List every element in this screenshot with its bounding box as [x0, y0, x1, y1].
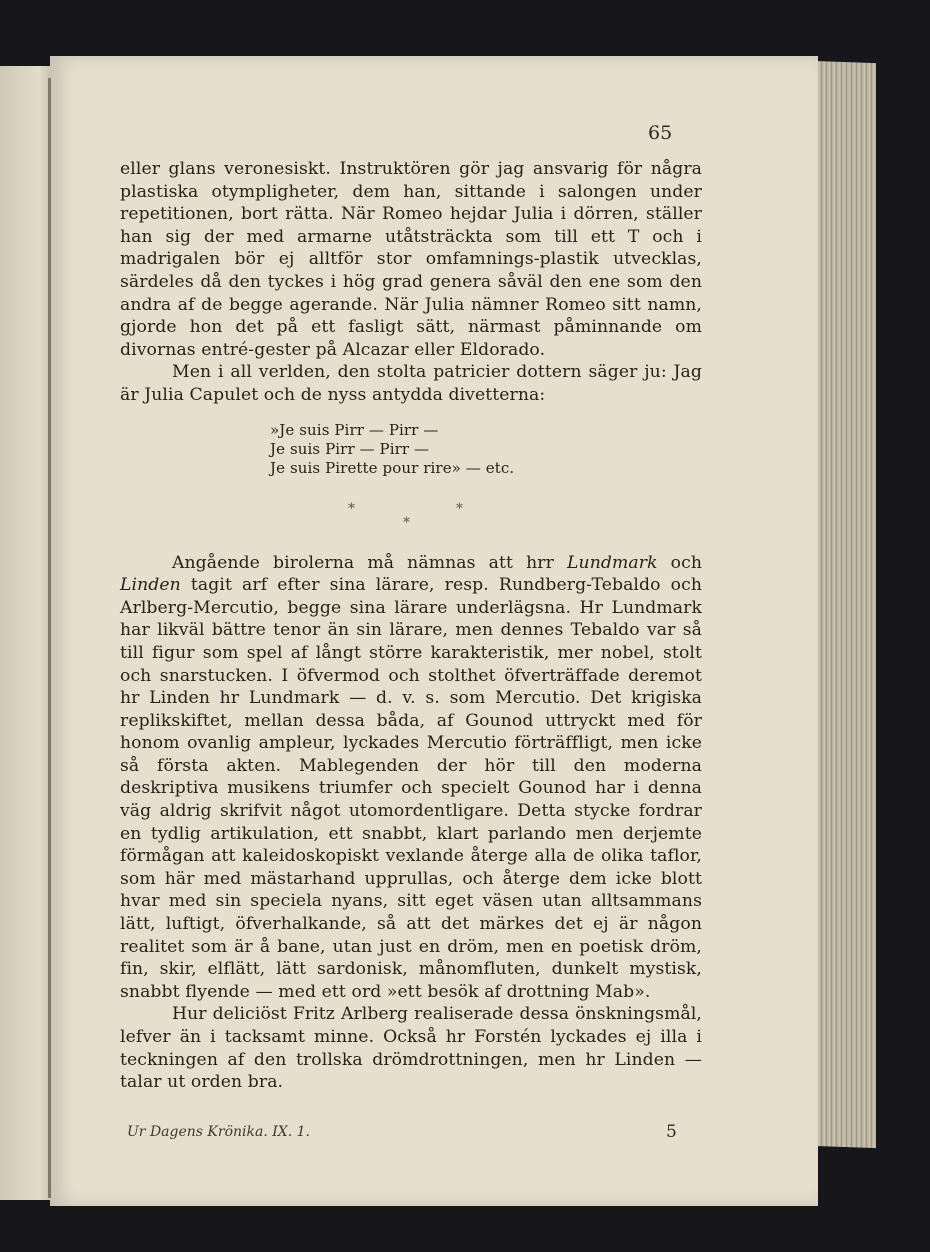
- asterisk: *: [348, 500, 356, 517]
- verse-quote: [270, 421, 702, 478]
- paragraph-2: Men i all verlden, den stolta patricier dottern säger ju: Jag är Julia Capulet och de nyss antydda divetterna:: [120, 362, 702, 405]
- paragraph-3-rest: tagit arf efter sina lärare, resp. Rundberg-Tebaldo och Arlberg-Mercutio, begge sina lärare underlägsna. Hr Lundmark har likväl bättre tenor än sin lärare, men dennes Tebaldo var så till figur som spel af långt större karakteristik, mer nobel, stolt och snarstucken. I öfvermod och stolthet öfverträffade deremot hr Linden hr Lundmark — d. v. s. som Mercutio. Det krigiska replikskiftet, mellan dessa båda, af Gounod uttryckt med för honom ovanlig ampleur, lyckades Mercutio förträffligt, men icke så första akten. Mablegenden der hör till den moderna deskriptiva musikens triumfer och specielt Gounod har i denna väg aldrig skrifvit något utomordentligare. Detta stycke fordrar en tydlig artikulation, ett snabbt, klart parlando men derjemte förmågan att kaleidoskopiskt vexlande återge alla de olika taflor, som här med mästarhand upprullas, och återge dem icke blott hvar med sin speciela nyans, sitt eget väsen utan alltsammans lätt, luftigt, öfverhalkande, så att det märkes det ej är någon realitet som är å bane, utan just en dröm, men en poetisk dröm, fin, skir, elflätt, lätt sardonisk, månomfluten, dunkelt mystisk, snabbt flyende — med ett ord »ett besök af drottning Mab».: [120, 575, 702, 1002]
- paragraph-3-and: och: [657, 552, 702, 573]
- asterisk: *: [403, 514, 411, 531]
- book-page-edges: [812, 61, 876, 1148]
- footer-signature-number: 5: [666, 1122, 677, 1142]
- book-gutter: [48, 78, 51, 1198]
- paragraph-1: eller glans veronesiskt. Instruktören gör jag ansvarig för några plastiska otympligheter, dem han, sittande i salongen under repetitionen, bort rätta. När Romeo hejdar Julia i dörren, ställer han sig der med armarne utåtsträckta som till ett T och i madrigalen bör ej alltför stor omfamnings-plastik utvecklas, särdeles då den tyckes i hög grad genera såväl den ene som den andra af de begge agerande. När Julia nämner Romeo sitt namn, gjorde hon det på ett fasligt sätt, närmast påminnande om divornas entré-gester på Alcazar eller Eldorado.: [120, 159, 702, 360]
- paragraph-4: Hur deliciöst Fritz Arlberg realiserade dessa önskningsmål, lefver än i tacksamt minne. Också hr Forstén lyckades ej illa i teckningen af den trollska drömdrottningen, men hr Linden — talar ut orden bra.: [120, 1004, 702, 1093]
- page-number: 65: [648, 122, 673, 144]
- page-body: [120, 158, 702, 1094]
- name-lundmark: Lundmark: [567, 552, 658, 573]
- footer-signature: Ur Dagens Krönika. IX. 1.: [127, 1124, 310, 1140]
- section-break-asterisks: [120, 486, 702, 552]
- asterisk: *: [456, 500, 464, 517]
- verse-line: Je suis Pirr — Pirr —: [270, 439, 430, 458]
- paragraph-3: [120, 552, 702, 1004]
- verse-line: Je suis Pirette pour rire» — etc.: [270, 458, 515, 477]
- verse-line: »Je suis Pirr — Pirr —: [270, 420, 439, 439]
- paragraph-3-start: Angående birolerna må nämnas att hrr: [172, 552, 568, 573]
- name-linden: Linden: [120, 575, 181, 596]
